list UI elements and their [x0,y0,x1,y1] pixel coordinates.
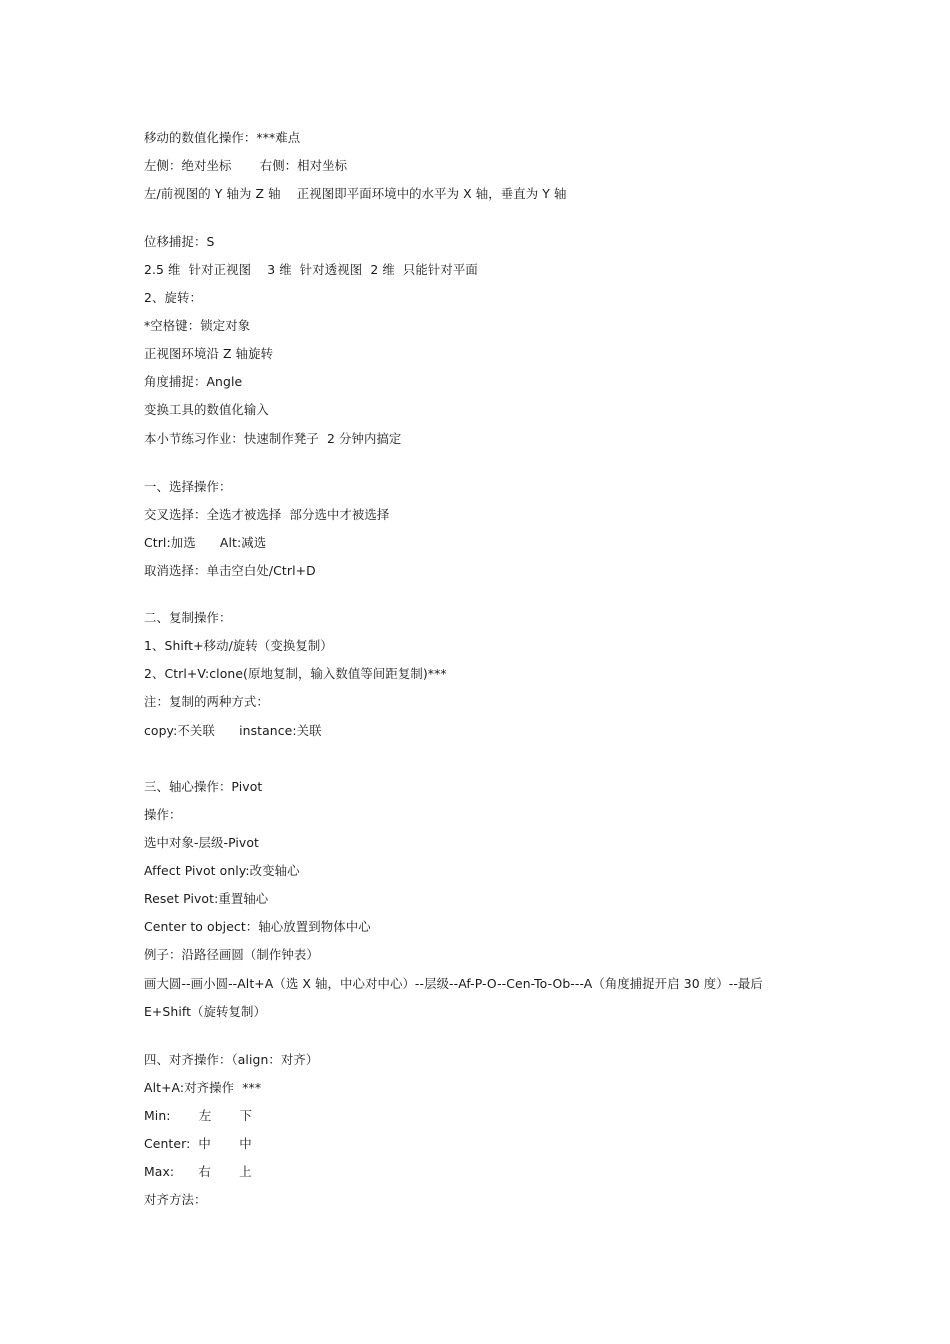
text-line: 对齐方法： [144,1192,207,1207]
section-heading: 三、轴心操作：Pivot [144,779,263,794]
section-heading: 2、旋转： [144,290,202,305]
text-line: Center to object：轴心放置到物体中心 [144,919,371,934]
text-line: Min: 左 下 [144,1108,253,1123]
text-line: 移动的数值化操作：***难点 [144,130,301,145]
text-line: Max: 右 上 [144,1164,252,1179]
text-line: 2.5 维 针对正视图 3 维 针对透视图 2 维 只能针对平面 [144,262,478,277]
text-line: Reset Pivot:重置轴心 [144,891,269,906]
text-line: 注：复制的两种方式： [144,694,269,709]
text-line: Ctrl:加选 Alt:减选 [144,535,267,550]
section-heading: 二、复制操作： [144,610,232,625]
section-heading: 一、选择操作： [144,479,232,494]
text-line: *空格键：锁定对象 [144,318,251,333]
text-line: 左侧：绝对坐标 右侧：相对坐标 [144,158,348,173]
section-heading: 四、对齐操作：（align：对齐） [144,1052,319,1067]
text-line: 取消选择：单击空白处/Ctrl+D [144,563,316,578]
text-line: Center: 中 中 [144,1136,252,1151]
text-line: 正视图环境沿 Z 轴旋转 [144,346,274,361]
text-line: 1、Shift+移动/旋转（变换复制） [144,638,333,653]
text-line: 本小节练习作业：快速制作凳子 2 分钟内搞定 [144,431,402,446]
text-line: 左/前视图的 Y 轴为 Z 轴 正视图即平面环境中的水平为 X 轴，垂直为 Y 轴 [144,186,567,201]
text-line: Alt+A:对齐操作 *** [144,1080,262,1095]
text-line: 例子：沿路径画圆（制作钟表） [144,947,319,962]
text-line: 变换工具的数值化输入 [144,402,269,417]
text-line: 位移捕捉：S [144,234,215,249]
text-line: 操作： [144,807,182,822]
text-line: 选中对象-层级-Pivot [144,835,259,850]
text-line: Affect Pivot only:改变轴心 [144,863,300,878]
text-line: copy:不关联 instance:关联 [144,723,322,738]
text-line: 2、Ctrl+V:clone(原地复制，输入数值等间距复制)*** [144,666,447,681]
text-line: 交叉选择：全选才被选择 部分选中才被选择 [144,507,390,522]
text-paragraph: 画大圆--画小圆--Alt+A（选 X 轴，中心对中心）--层级--Af-P-O--Cen-To-Ob---A（角度捕捉开启 30 度）--最后 E+Shift（旋转复制） [144,976,767,1019]
text-line: 角度捕捉：Angle [144,374,243,389]
